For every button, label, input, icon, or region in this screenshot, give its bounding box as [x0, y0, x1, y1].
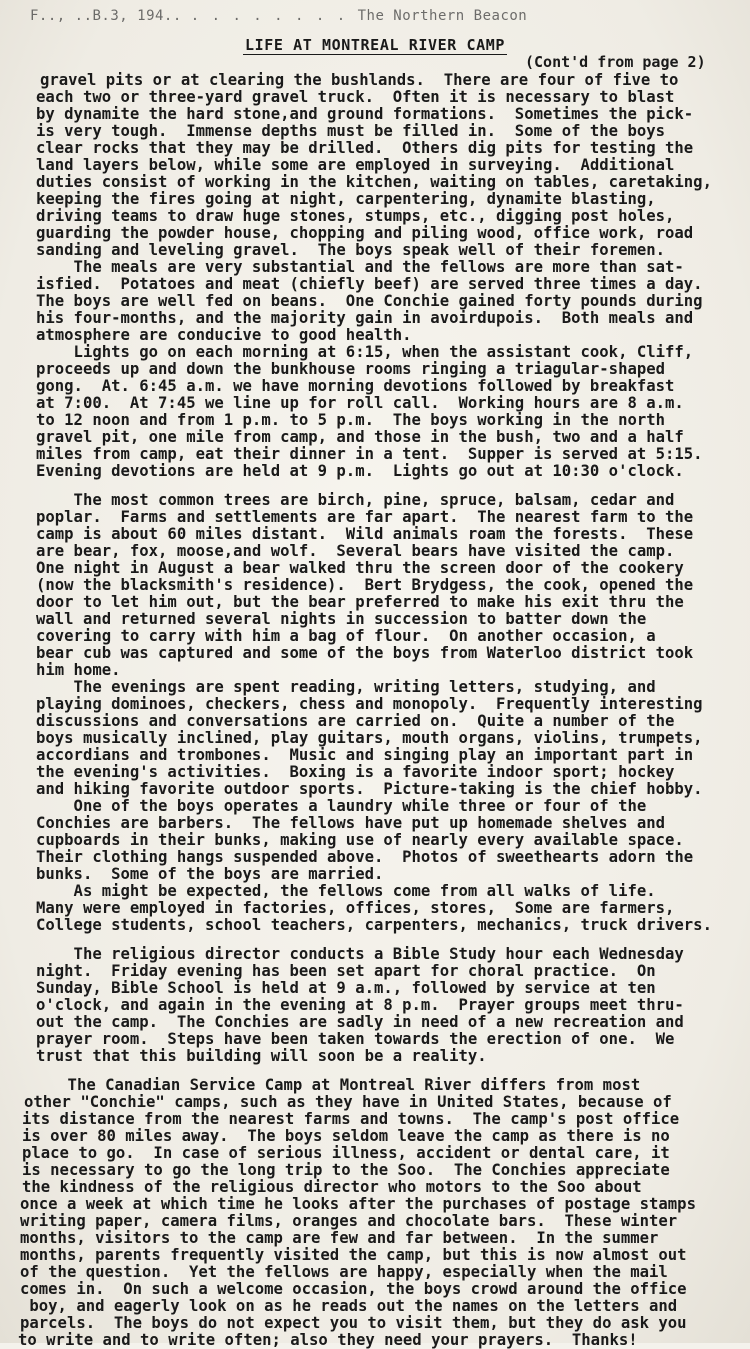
text-line: to 12 noon and from 1 p.m. to 5 p.m. The boys working in the north	[36, 411, 666, 429]
text-line: is necessary to go the long trip to the Soo. The Conchies appreciate	[22, 1161, 670, 1179]
text-line: once a week at which time he looks after the purchases of postage stamps	[20, 1195, 696, 1213]
text-line: bear cub was captured and some of the boys from Waterloo district took	[36, 644, 694, 662]
text-line: other "Conchie" camps, such as they have in United States, because of	[24, 1093, 672, 1111]
text-line: door to let him out, but the bear preferred to make his exit thru the	[36, 593, 684, 611]
text-line: night. Friday evening has been set apart for choral practice. On	[36, 962, 656, 980]
text-line: Sunday, Bible School is held at 9 a.m., followed by service at ten	[36, 979, 656, 997]
text-line: duties consist of working in the kitchen, waiting on tables, caretaking,	[36, 173, 712, 191]
text-line: cupboards in their bunks, making use of nearly every available space.	[36, 831, 684, 849]
text-line: covering to carry with him a bag of flour. On another occasion, a	[36, 627, 656, 645]
text-line: months, parents frequently visited the camp, but this is now almost out	[20, 1246, 687, 1264]
text-line: is over 80 miles away. The boys seldom leave the camp as there is no	[22, 1127, 670, 1145]
continuation-note: (Cont'd from page 2)	[525, 53, 706, 71]
masthead-publication: The Northern Beacon	[357, 8, 528, 24]
text-line: o'clock, and again in the evening at 8 p.m. Prayer groups meet thru-	[36, 996, 684, 1014]
text-line: proceeds up and down the bunkhouse rooms ringing a triagular-shaped	[36, 360, 666, 378]
text-line: gravel pits or at clearing the bushlands. There are four of five to	[40, 71, 679, 89]
text-line: camp is about 60 miles distant. Wild animals roam the forests. These	[36, 525, 694, 543]
text-line: As might be expected, the fellows come from all walks of life.	[36, 882, 656, 900]
text-line: Lights go on each morning at 6:15, when the assistant cook, Cliff,	[36, 343, 694, 361]
text-line: atmosphere are conducive to good health.	[36, 326, 412, 344]
text-line: keeping the fires going at night, carpentering, dynamite blasting,	[36, 190, 656, 208]
text-line: Evening devotions are held at 9 p.m. Lights go out at 10:30 o'clock.	[36, 462, 684, 480]
text-line: One of the boys operates a laundry while three or four of the	[36, 797, 647, 815]
text-line: are bear, fox, moose,and wolf. Several bears have visited the camp.	[36, 542, 675, 560]
text-line: playing dominoes, checkers, chess and monopoly. Frequently interesting	[36, 695, 703, 713]
text-line: driving teams to draw huge stones, stumps, etc., digging post holes,	[36, 207, 675, 225]
text-line: his four-months, and the majority gain in avoirdupois. Both meals and	[36, 309, 694, 327]
text-line: poplar. Farms and settlements are far apart. The nearest farm to the	[36, 508, 694, 526]
text-line: One night in August a bear walked thru the screen door of the cookery	[36, 559, 684, 577]
text-line: accordians and trombones. Music and singing play an important part in	[36, 746, 694, 764]
text-line: The meals are very substantial and the fellows are more than sat-	[36, 258, 684, 276]
text-line: clear rocks that they may be drilled. Others dig pits for testing the	[36, 139, 694, 157]
text-line: the kindness of the religious director who motors to the Soo about	[22, 1178, 642, 1196]
text-line: College students, school teachers, carpenters, mechanics, truck drivers.	[36, 916, 712, 934]
text-line: miles from camp, eat their dinner in a tent. Supper is served at 5:15.	[36, 445, 703, 463]
text-line: The evenings are spent reading, writing letters, studying, and	[36, 678, 656, 696]
text-line: place to go. In case of serious illness, accident or dental care, it	[22, 1144, 670, 1162]
text-line: sanding and leveling gravel. The boys speak well of their foremen.	[36, 241, 666, 259]
text-line: land layers below, while some are employed in surveying. Additional	[36, 156, 675, 174]
text-line: The religious director conducts a Bible Study hour each Wednesday	[36, 945, 684, 963]
text-line: by dynamite the hard stone,and ground formations. Sometimes the pick-	[36, 105, 694, 123]
text-line: The Canadian Service Camp at Montreal River differs from most	[30, 1076, 641, 1094]
text-line: to write and to write often; also they need your prayers. Thanks!	[18, 1331, 638, 1349]
text-line: (now the blacksmith's residence). Bert Brydgess, the cook, opened the	[36, 576, 694, 594]
text-line: each two or three-yard gravel truck. Often it is necessary to blast	[36, 88, 675, 106]
masthead: F.., ..B.3, 194.. . . . . . . . . The Northern Beacon	[30, 8, 528, 24]
text-line: prayer room. Steps have been taken towards the erection of one. We	[36, 1030, 675, 1048]
text-line: him home.	[36, 661, 121, 679]
text-line: out the camp. The Conchies are sadly in need of a new recreation and	[36, 1013, 684, 1031]
text-line: the evening's activities. Boxing is a favorite indoor sport; hockey	[36, 763, 675, 781]
text-line: The boys are well fed on beans. One Conchie gained forty pounds during	[36, 292, 703, 310]
text-line: gong. At. 6:45 a.m. we have morning devotions followed by breakfast	[36, 377, 675, 395]
text-line: Their clothing hangs suspended above. Photos of sweethearts adorn the	[36, 848, 694, 866]
masthead-date: F.., ..B.3, 194..	[30, 8, 182, 24]
text-line: Conchies are barbers. The fellows have put up homemade shelves and	[36, 814, 666, 832]
text-line: boy, and eagerly look on as he reads out the names on the letters and	[20, 1297, 678, 1315]
text-line: trust that this building will soon be a reality.	[36, 1047, 487, 1065]
text-line: isfied. Potatoes and meat (chiefly beef) are served three times a day.	[36, 275, 703, 293]
article-headline: LIFE AT MONTREAL RIVER CAMP	[244, 36, 506, 54]
text-line: its distance from the nearest farms and towns. The camp's post office	[22, 1110, 680, 1128]
text-line: guarding the powder house, chopping and piling wood, office work, road	[36, 224, 694, 242]
text-line: months, visitors to the camp are few and far between. In the summer	[20, 1229, 659, 1247]
text-line: of the question. Yet the fellows are happy, especially when the mail	[20, 1263, 668, 1281]
text-line: bunks. Some of the boys are married.	[36, 865, 384, 883]
text-line: Many were employed in factories, offices, stores, Some are farmers,	[36, 899, 675, 917]
text-line: is very tough. Immense depths must be filled in. Some of the boys	[36, 122, 666, 140]
text-line: comes in. On such a welcome occasion, the boys crowd around the office	[20, 1280, 687, 1298]
text-line: discussions and conversations are carried on. Quite a number of the	[36, 712, 675, 730]
text-line: gravel pit, one mile from camp, and those in the bush, two and a half	[36, 428, 684, 446]
text-line: writing paper, camera films, oranges and chocolate bars. These winter	[20, 1212, 678, 1230]
text-line: The most common trees are birch, pine, spruce, balsam, cedar and	[36, 491, 675, 509]
text-line: parcels. The boys do not expect you to visit them, but they do ask you	[20, 1314, 687, 1332]
text-line: wall and returned several nights in succession to batter down the	[36, 610, 647, 628]
text-line: and hiking favorite outdoor sports. Picture-taking is the chief hobby.	[36, 780, 703, 798]
text-line: boys musically inclined, play guitars, mouth organs, violins, trumpets,	[36, 729, 703, 747]
text-line: at 7:00. At 7:45 we line up for roll call. Working hours are 8 a.m.	[36, 394, 684, 412]
